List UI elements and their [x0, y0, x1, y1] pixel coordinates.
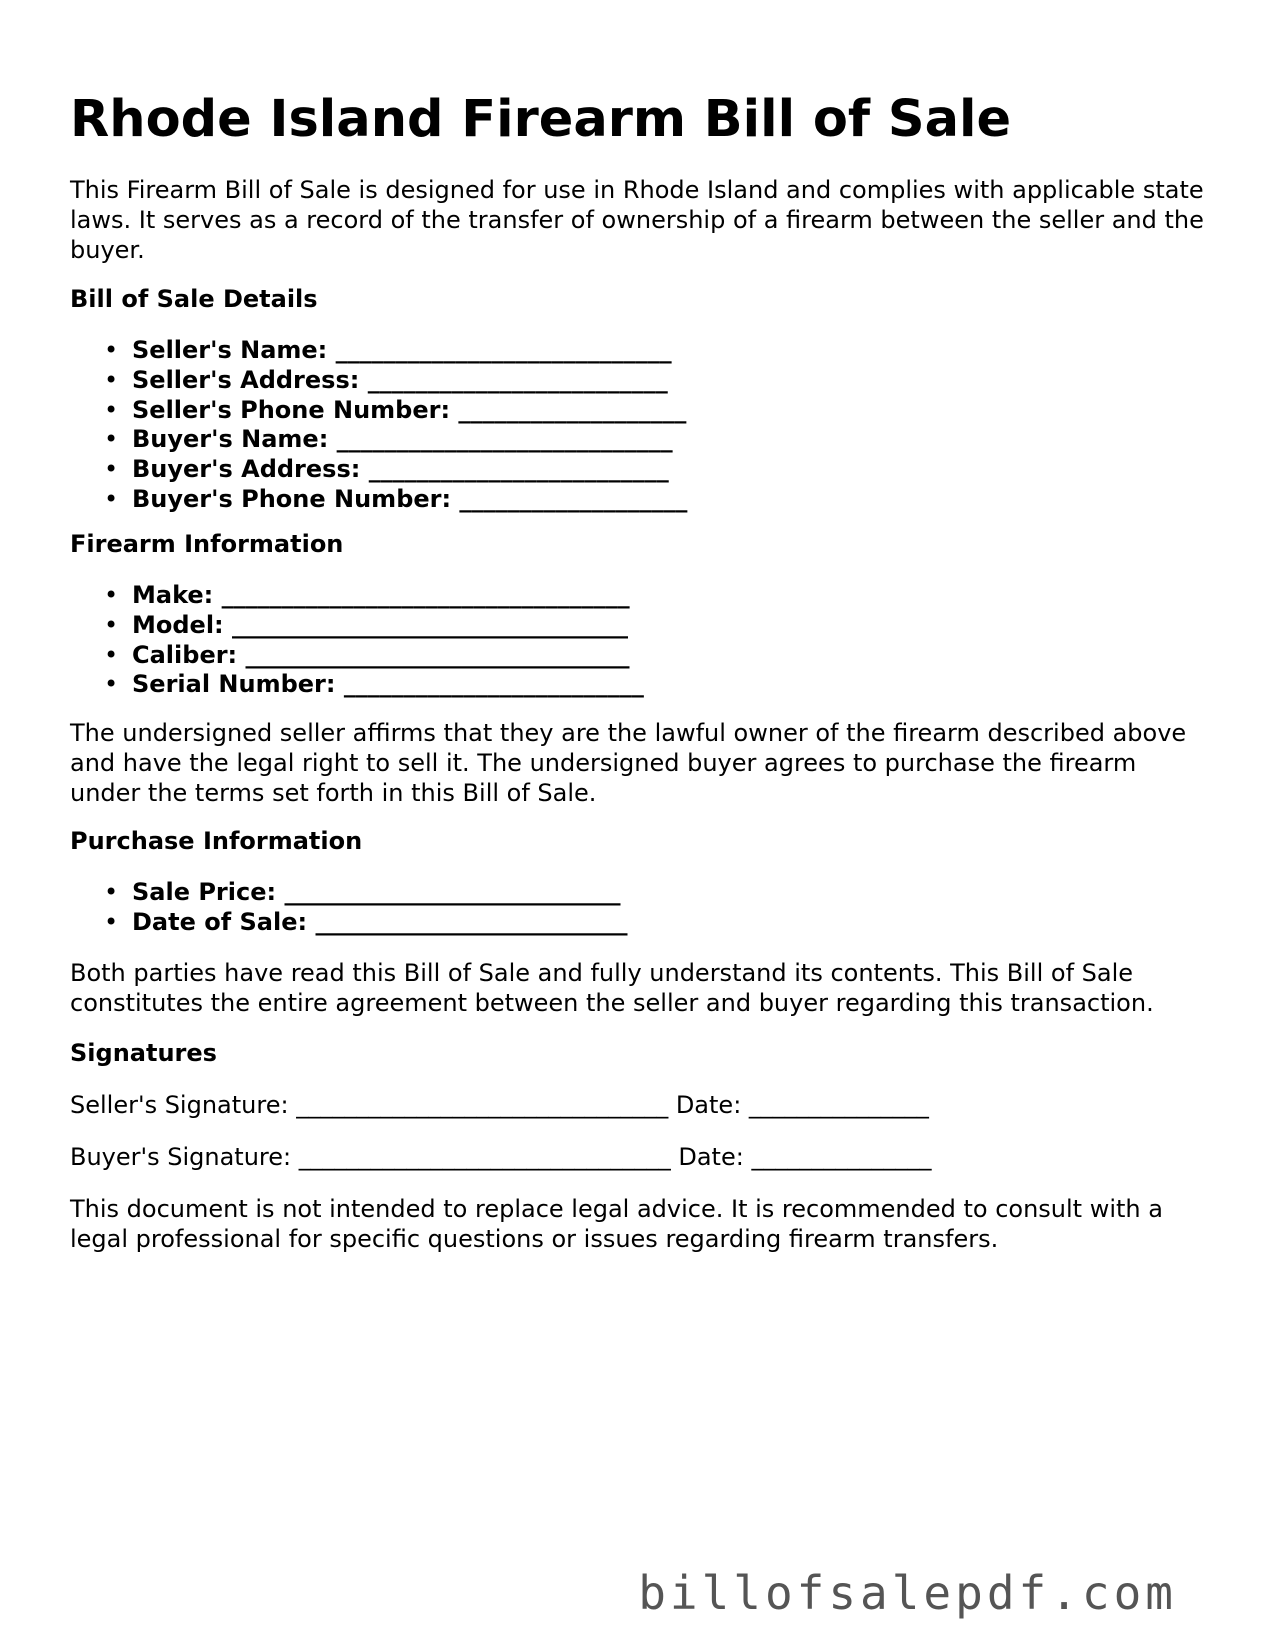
- affirmation-paragraph: The undersigned seller affirms that they are the lawful owner of the firearm described above and have the legal right to sell it. The undersigned buyer agrees to purchase the firearm under the terms set forth in this Bill of Sale.: [70, 719, 1187, 807]
- signatures-heading: Signatures: [70, 1039, 217, 1067]
- firearm-heading: Firearm Information: [70, 530, 344, 558]
- sale-price-field: • Sale Price: ____________________________: [70, 878, 627, 908]
- buyer-phone-field: • Buyer's Phone Number: ___________________: [70, 485, 687, 515]
- date-of-sale-field: • Date of Sale: __________________________: [70, 908, 627, 938]
- document-title: Rhode Island Firearm Bill of Sale: [70, 90, 1012, 149]
- seller-name-field: • Seller's Name: ____________________________: [70, 336, 687, 366]
- watermark-logo: billofsalepdf.com: [638, 1566, 1177, 1620]
- purchase-list: [70, 878, 627, 938]
- model-field: • Model: _________________________________: [70, 611, 644, 641]
- buyer-signature-line: Buyer's Signature: _______________________________ Date: _______________: [70, 1143, 932, 1171]
- seller-phone-field: • Seller's Phone Number: ___________________: [70, 396, 687, 426]
- buyer-name-field: • Buyer's Name: ____________________________: [70, 425, 687, 455]
- disclaimer-paragraph: This document is not intended to replace legal advice. It is recommended to consult with a legal professional for specific questions or issues regarding firearm transfers.: [70, 1195, 1163, 1253]
- purchase-heading: Purchase Information: [70, 827, 363, 855]
- details-list: [70, 336, 687, 515]
- intro-paragraph: This Firearm Bill of Sale is designed for use in Rhode Island and complies with applicable state laws. It serves as a record of the transfer of ownership of a firearm between the seller and the buyer.: [70, 176, 1204, 264]
- details-heading: Bill of Sale Details: [70, 285, 318, 313]
- seller-signature-line: Seller's Signature: _______________________________ Date: _______________: [70, 1091, 929, 1119]
- seller-address-field: • Seller's Address: _________________________: [70, 366, 687, 396]
- buyer-address-field: • Buyer's Address: _________________________: [70, 455, 687, 485]
- serial-number-field: • Serial Number: _________________________: [70, 670, 644, 700]
- caliber-field: • Caliber: ________________________________: [70, 641, 644, 671]
- agreement-paragraph: Both parties have read this Bill of Sale and fully understand its contents. This Bill of Sale constitutes the entire agreement between the seller and buyer regarding this transaction.: [70, 959, 1154, 1017]
- make-field: • Make: __________________________________: [70, 581, 644, 611]
- firearm-list: [70, 581, 644, 700]
